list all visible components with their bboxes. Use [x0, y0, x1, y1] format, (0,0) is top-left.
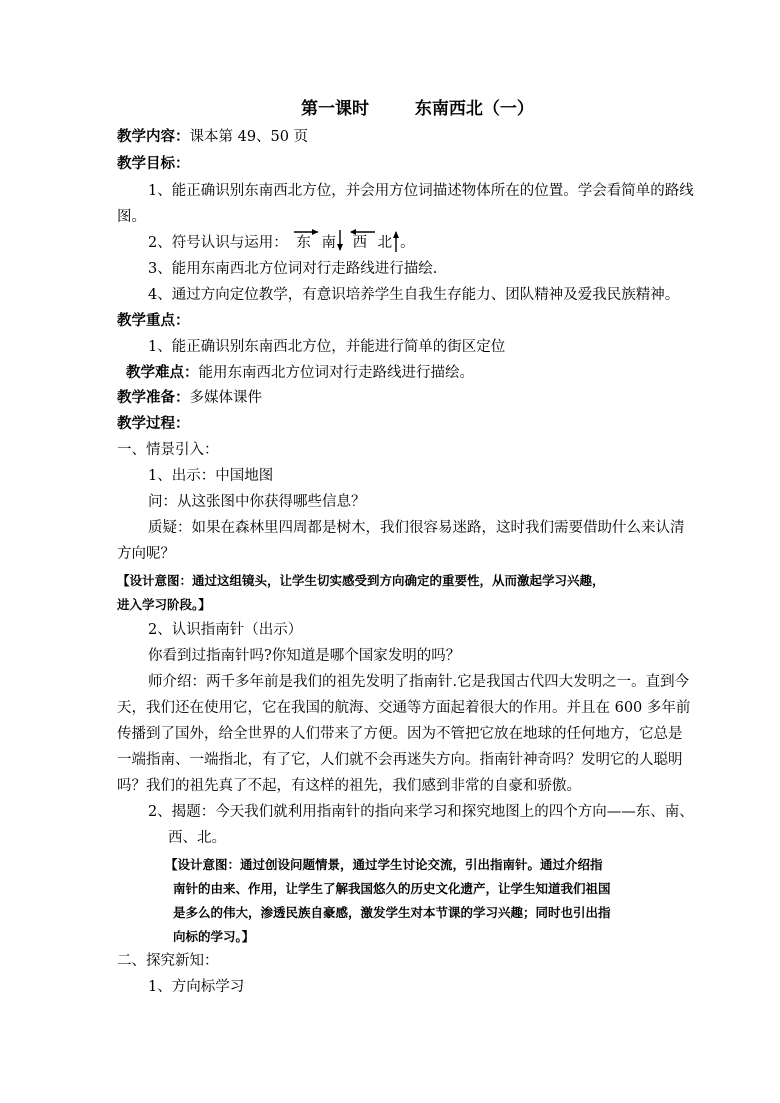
title-topic: 东南西北（一）: [414, 99, 534, 119]
keypoint-label: 教学重点：: [117, 312, 190, 329]
goal-4: 4、通过方向定位教学，有意识培养学生自我生存能力、团队精神及爱我民族精神。: [148, 287, 680, 303]
teacher-intro-line-3: 传播到了国外，给全世界的人们带来了方便。因为不管把它放在地球的任何地方，它总是: [117, 726, 683, 742]
design-intent-2-line-2: 南针的由来、作用，让学生了解我国悠久的历史文化遗产，让学生知道我们祖国: [173, 881, 611, 896]
section-1-doubt-line-2: 方向呢？: [117, 546, 175, 562]
goal-3: 3、能用东南西北方位词对行走路线进行描绘.: [148, 261, 438, 277]
section-1-item-1: 1、出示：中国地图: [148, 468, 274, 484]
section-2-heading: 二、探究新知：: [117, 953, 219, 969]
reveal-topic-line-2: 西、北。: [168, 830, 226, 846]
content-line: [117, 126, 308, 148]
goal-1-line-1: 1、能正确识别东南西北方位，并会用方位词描述物体所在的位置。学会看简单的路线: [148, 183, 694, 199]
content-label: 教学内容：: [117, 128, 190, 145]
symbol-east-label: 东: [296, 235, 311, 251]
symbol-north-label: 北: [377, 235, 393, 251]
south-arrow-icon: [336, 230, 344, 252]
section-1-doubt-line-1: 质疑：如果在森林里四周都是树木，我们很容易迷路，这时我们需要借助什么来认清: [148, 520, 685, 536]
reveal-topic-line-1: 2、揭题：今天我们就利用指南针的指向来学习和探究地图上的四个方向——东、南、: [148, 804, 694, 820]
design-intent-1-line-1: 【设计意图：通过这组镜头，让学生切实感受到方向确定的重要性，从而激起学习兴趣，: [117, 573, 605, 588]
section-1-item-2: 2、认识指南针（出示）: [148, 622, 303, 638]
design-intent-1-line-2: 进入学习阶段。】: [117, 597, 211, 612]
content-value: 课本第 49、50 页: [189, 129, 309, 145]
north-arrow-icon: [392, 230, 400, 252]
teacher-intro-line-5: 吗？我们的祖先真了不起，有这样的祖先，我们感到非常的自豪和骄傲。: [117, 778, 581, 794]
page-title: [301, 98, 534, 120]
teacher-intro-line-1: 师介绍：两千多年前是我们的祖先发明了指南针.它是我国古代四大发明之一。直到今: [148, 674, 690, 690]
section-1-heading: 一、情景引入：: [117, 442, 219, 458]
goal-1-line-2: 图。: [117, 209, 146, 225]
symbol-south-label: 南: [321, 235, 336, 251]
section-2-item-1: 1、方向标学习: [148, 979, 245, 995]
symbol-south: [321, 232, 336, 254]
title-lesson: 第一课时: [301, 99, 369, 119]
prep-value: 多媒体课件: [189, 390, 262, 406]
prep-line: [117, 387, 262, 409]
compass-question: 你看到过指南针吗?你知道是哪个国家发明的吗？: [148, 648, 461, 664]
keypoint-item: 1、能正确识别东南西北方位，并能进行简单的街区定位: [148, 339, 506, 355]
section-1-question: 问：从这张图中你获得哪些信息？: [148, 494, 366, 510]
west-arrow-icon: [349, 228, 375, 236]
teacher-intro-line-2: 天，我们还在使用它，它在我国的航海、交通等方面起着很大的作用。并且在 600 多年前: [117, 700, 691, 716]
goal-2: [148, 232, 415, 254]
goal-2-end: 。: [400, 235, 415, 251]
symbol-west: [353, 232, 368, 254]
design-intent-2-line-4: 向标的学习。】: [173, 929, 255, 944]
process-label: 教学过程：: [117, 415, 190, 432]
symbol-east: [296, 232, 311, 254]
symbol-north: [378, 232, 393, 254]
east-arrow-icon: [294, 228, 320, 236]
difficulty-value: 能用东南西北方位词对行走路线进行描绘。: [198, 365, 474, 381]
symbol-west-label: 西: [352, 235, 368, 251]
teacher-intro-line-4: 一端指南、一端指北，有了它，人们就不会再迷失方向。指南针神奇吗？发明它的人聪明: [117, 752, 683, 768]
design-intent-2-line-1: 【设计意图：通过创设问题情景，通过学生讨论交流，引出指南针。通过介绍指: [165, 857, 603, 872]
prep-label: 教学准备：: [117, 389, 190, 406]
design-intent-2-line-3: 是多么的伟大，渗透民族自豪感，激发学生对本节课的学习兴趣；同时也引出指: [173, 905, 611, 920]
difficulty-label: 教学难点：: [126, 364, 199, 381]
goal-2-prefix: 2、符号认识与运用：: [148, 235, 288, 251]
difficulty-line: [126, 362, 474, 384]
goals-label: 教学目标：: [117, 155, 190, 172]
